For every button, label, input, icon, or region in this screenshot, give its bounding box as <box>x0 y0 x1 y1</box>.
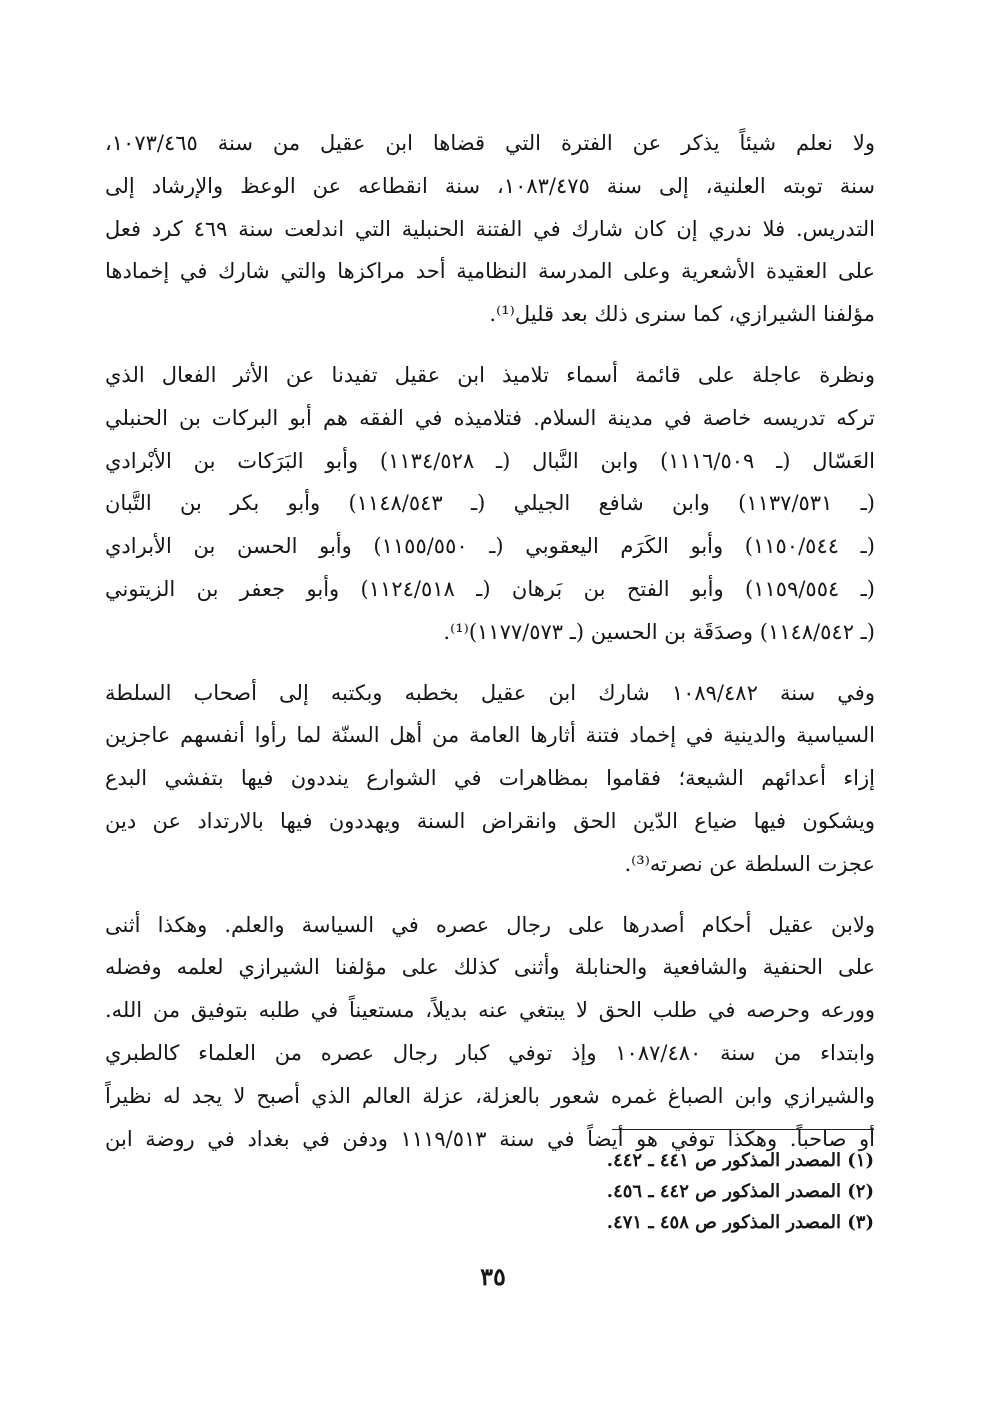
text-line: (ـ ١١٥٠/٥٤٤) وأبو الكَرَم اليعقوبي (ـ ١١٥٥/٥٥٠) وأبو الحسن بن الأبرادي <box>105 534 875 559</box>
text-line: ولابن عقيل أحكام أصدرها على رجال عصره في السياسة والعلم. وهكذا أثنى <box>105 912 875 937</box>
paragraph <box>105 122 875 336</box>
text-line: التدريس. فلا ندري إن كان شارك في الفتنة الحنبلية التي اندلعت سنة ٤٦٩ كرد فعل <box>105 216 875 241</box>
footnotes <box>480 1145 874 1238</box>
text-line: ولا نعلم شيئاً يذكر عن الفترة التي قضاها ابن عقيل من سنة ١٠٧٣/٤٦٥، <box>105 131 875 155</box>
paragraph-gap <box>105 654 875 672</box>
paragraph <box>105 904 875 1161</box>
text-line: أو صاحباً. وهكذا توفي هو أيضاً في سنة ١١١٩/٥١٣ ودفن في بغداد في روضة ابن <box>105 1126 875 1151</box>
text-line: ونظرة عاجلة على قائمة أسماء تلاميذ ابن عقيل تفيدنا عن الأثر الفعال الذي <box>105 362 875 387</box>
paragraph <box>105 672 875 886</box>
text-line: تركه تدريسه خاصة في مدينة السلام. فتلاميذه في الفقه هم أبو البركات بن الحنبلي <box>105 405 875 430</box>
footnote: (١) المصدر المذكور ص ٤٤١ ـ ٤٤٢. <box>606 1150 874 1171</box>
paragraph <box>105 354 875 654</box>
text-line: (ـ ١١٤٨/٥٤٢) وصدَقَة بن الحسين (ـ ١١٧٧/٥٧٣)⁽¹⁾. <box>443 619 875 644</box>
footnote-separator <box>612 1129 874 1130</box>
text-line: على الحنفية والشافعية والحنابلة وأثنى كذلك على مؤلفنا الشيرازي لعلمه وفضله <box>105 955 875 980</box>
text-line: (ـ ١١٥٩/٥٥٤) وأبو الفتح بن بَرهان (ـ ١١٢٤/٥١٨) وأبو جعفر بن الزيتوني <box>105 576 875 601</box>
text-line: إزاء أعدائهم الشيعة؛ فقاموا بمظاهرات في الشوارع ينددون فيها بتفشي البدع <box>105 766 875 791</box>
text-line: (ـ ١١٣٧/٥٣١) وابن شافع الجيلي (ـ ١١٤٨/٥٤٣) وأبو بكر بن التَّبان <box>105 491 876 516</box>
footnote: (٢) المصدر المذكور ص ٤٤٢ ـ ٤٥٦. <box>606 1181 874 1202</box>
text-line: العَسّال (ـ ١١١٦/٥٠٩) وابن النَّبال (ـ ١١٣٤/٥٢٨) وأبو البَرَكات بن الأبْرادي <box>105 448 876 473</box>
footnote: (٣) المصدر المذكور ص ٤٥٨ ـ ٤٧١. <box>606 1212 874 1233</box>
text-line: السياسية والدينية في إخماد فتنة أثارها العامة من أهل السنّة لما رأوا أنفسهم عاجزين <box>105 723 875 748</box>
paragraph-gap <box>105 336 875 354</box>
text-line: والشيرازي وابن الصباغ غمره شعور بالعزلة، عزلة العالم الذي أصبح لا يجد له نظيراً <box>105 1083 875 1108</box>
text-line: عجزت السلطة عن نصرته⁽³⁾. <box>624 851 875 876</box>
text-line: وورعه وحرصه في طلب الحق لا يبتغي عنه بديلاً، مستعيناً في طلبه بتوفيق من الله. <box>105 998 875 1023</box>
paragraph-gap <box>105 886 875 904</box>
text-line: على العقيدة الأشعرية وعلى المدرسة النظامية أحد مراكزها والتي شارك في إخمادها <box>105 259 875 284</box>
text-line: ويشكون فيها ضياع الدّين الحق وانقراض السنة ويهددون فيها بالارتداد عن دين <box>105 808 875 833</box>
page-number: ٣٥ <box>480 1262 506 1291</box>
text-line: وفي سنة ١٠٨٩/٤٨٢ شارك ابن عقيل بخطبه وبكتبه إلى أصحاب السلطة <box>105 680 875 705</box>
text-line: سنة توبته العلنية، إلى سنة ١٠٨٣/٤٧٥، سنة انقطاعه عن الوعظ والإرشاد إلى <box>105 173 875 198</box>
text-line: وابتداء من سنة ١٠٨٧/٤٨٠ وإذ توفي كبار رجال عصره من العلماء كالطبري <box>105 1040 875 1065</box>
text-line: مؤلفنا الشيرازي، كما سنرى ذلك بعد قليل⁽¹⁾. <box>489 302 875 327</box>
main-text <box>105 122 875 1160</box>
